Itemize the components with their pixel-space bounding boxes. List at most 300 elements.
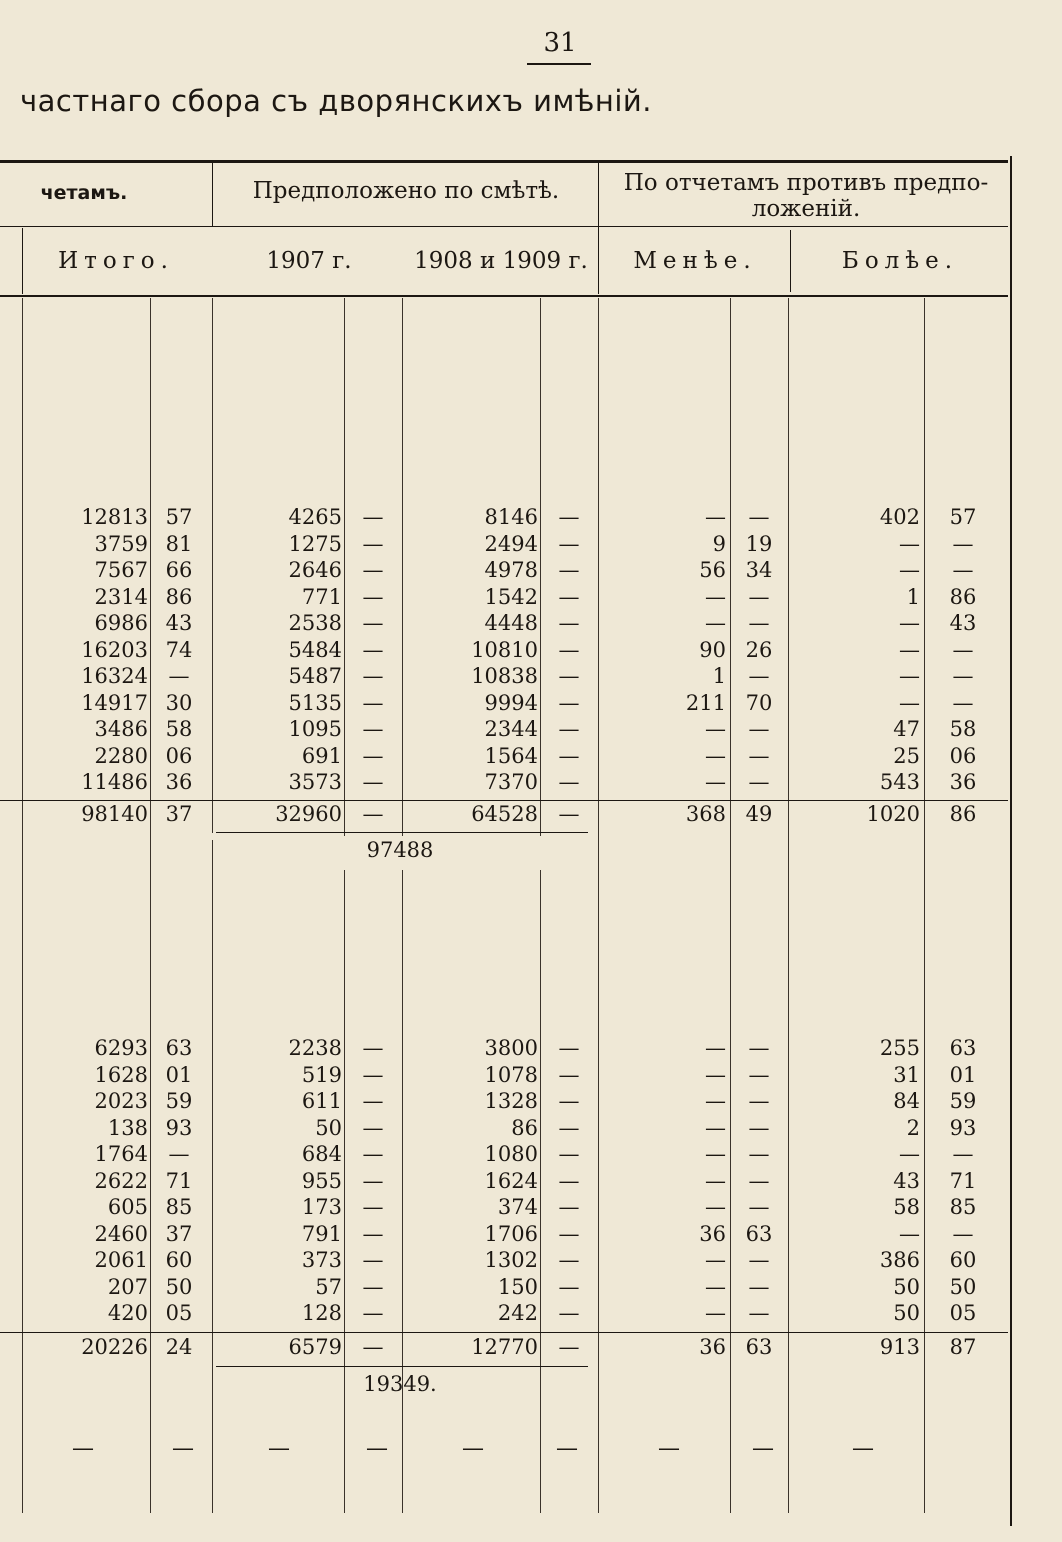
cell-bol-k: 60 [949,1248,977,1272]
table-row [0,637,1008,664]
section-2-combined-rule [216,1366,588,1367]
table-row [0,610,1008,637]
cell-men-k: 70 [745,690,773,715]
cell-y1907-k: — [362,690,384,715]
section-2-combined: 19349. [363,1372,437,1396]
cell-men-k: — [748,584,770,609]
section-1-total [0,801,1008,828]
cell-men-k: 19 [745,531,773,556]
cell-men-k: — [748,1089,770,1113]
page-number-underline [527,63,591,65]
cell-y1908-k: — [558,1221,580,1246]
cell-y1908-k: — [558,1335,580,1359]
cell-men-k: 34 [745,558,773,582]
cell-y1908: 374 [497,1195,538,1219]
cell-itogo-k: 85 [165,1195,193,1219]
cell-itogo-k: 30 [165,690,193,715]
cell-men-k: — [748,1248,770,1272]
cell-y1908-k: — [558,531,580,556]
cell-itogo-r: 2280 [94,743,148,768]
cell-itogo-k: 24 [165,1335,193,1359]
cell-y1908: 1080 [484,1142,538,1166]
cell-y1907-k: — [362,1062,384,1087]
cell-bol-r: — [899,690,920,715]
cell-y1908-k: — [558,1301,580,1325]
cell-y1908: 150 [497,1274,538,1299]
cell-y1908: 1564 [484,743,538,768]
cell-men-k: — [748,1142,770,1166]
table-row [0,769,1008,796]
cell-itogo-r: 6293 [94,1036,148,1060]
section-2-total-rule [0,1332,1008,1333]
cell-men-k: — [748,1062,770,1087]
section-1-combined-rule [216,832,588,833]
cell-bol-k: 87 [949,1335,977,1359]
cell-men-k: — [748,717,770,741]
cell-y1907-k: — [362,802,384,826]
cell-bol-k: 59 [949,1089,977,1113]
cell-bol-k: — [952,690,974,715]
cell-y1908-k: — [558,1062,580,1087]
cell-y1907: 50 [315,1115,342,1140]
cell-y1907: 128 [301,1301,342,1325]
cell-itogo-k: 43 [165,611,193,635]
cell-y1908: 12770 [471,1335,538,1359]
cell-y1908-k: — [558,1195,580,1219]
cell-y1907-k: — [362,717,384,741]
header-mid-rule [0,226,1008,227]
cell-y1908: 4448 [484,611,538,635]
cell-bol-r: 50 [893,1274,920,1299]
cell-itogo-r: 11486 [81,770,148,794]
cell-y1908: 1302 [484,1248,538,1272]
cell-itogo-r: 7567 [94,558,148,582]
cell-bol-k: — [952,1221,974,1246]
cell-bol-r: 50 [893,1301,920,1325]
cell-bol-r: 1 [906,584,920,609]
cell-y1907: 2238 [288,1036,342,1060]
cell-men-r: — [705,1248,726,1272]
cell-y1907-k: — [362,1036,384,1060]
cell-men-r: — [705,1301,726,1325]
cell-y1908-k: — [558,505,580,529]
cell-men-k: — [748,1036,770,1060]
section-1-rows [0,504,1008,796]
cell-y1908: 10810 [471,637,538,662]
cell-men-r: 56 [699,558,726,582]
cell-bol-r: 31 [893,1062,920,1087]
cell-itogo-r: 2460 [94,1221,148,1246]
cell-y1907: 32960 [275,802,342,826]
right-border [1010,156,1012,1526]
cell-men-r: — [705,1036,726,1060]
cell-y1907-k: — [362,637,384,662]
bottom-dash: — [366,1436,388,1461]
section-2-total [0,1334,1008,1361]
cell-bol-r: 25 [893,743,920,768]
cell-men-k: — [748,664,770,688]
cell-bol-r: — [899,558,920,582]
cell-men-r: — [705,584,726,609]
cell-y1907-k: — [362,611,384,635]
cell-itogo-r: 2061 [94,1248,148,1272]
cell-y1908: 10838 [471,664,538,688]
cell-itogo-k: 01 [165,1062,193,1087]
cell-men-k: — [748,1195,770,1219]
cell-y1907: 1095 [288,717,342,741]
cell-itogo-k: 37 [165,802,193,826]
cell-itogo-r: 605 [107,1195,148,1219]
table-row [0,1334,1008,1361]
cell-y1908-k: — [558,584,580,609]
cell-y1908-k: — [558,1274,580,1299]
cell-y1908: 1078 [484,1062,538,1087]
cell-bol-r: 255 [879,1036,920,1060]
table-row [0,531,1008,558]
cell-itogo-r: 138 [107,1115,148,1140]
cell-itogo-k: 05 [165,1301,193,1325]
cell-bol-k: 06 [949,743,977,768]
cell-y1908-k: — [558,637,580,662]
cell-itogo-r: 16203 [81,637,148,662]
cell-itogo-r: 3759 [94,531,148,556]
cell-men-k: — [748,1168,770,1193]
cell-bol-r: — [899,1221,920,1246]
table-row [0,557,1008,584]
cell-y1908-k: — [558,664,580,688]
cell-itogo-k: 60 [165,1248,193,1272]
header-bottom-rule [0,295,1008,297]
col-rule-itogo-kop [150,298,151,1513]
cell-men-r: — [705,1142,726,1166]
cell-y1908-k: — [558,1089,580,1113]
cell-y1907-k: — [362,1195,384,1219]
cell-itogo-k: 71 [165,1168,193,1193]
cell-y1908-k: — [558,770,580,794]
cell-itogo-k: 37 [165,1221,193,1246]
cell-y1908-k: — [558,1248,580,1272]
header-divider-1 [212,162,213,226]
header-top-rule [0,160,1008,163]
cell-y1907-k: — [362,531,384,556]
cell-bol-r: — [899,637,920,662]
cell-itogo-r: 16324 [81,664,148,688]
cell-y1908: 242 [497,1301,538,1325]
cell-itogo-r: 20226 [81,1335,148,1359]
cell-bol-r: — [899,531,920,556]
cell-men-r: 9 [712,531,726,556]
page-number: 31 [543,28,577,58]
table-row [0,1274,1008,1301]
cell-y1907-k: — [362,770,384,794]
cell-y1908: 3800 [484,1036,538,1060]
cell-bol-k: 86 [949,802,977,826]
table-row [0,716,1008,743]
cell-itogo-k: 81 [165,531,193,556]
cell-y1907: 771 [301,584,342,609]
cell-y1908: 9994 [484,690,538,715]
cell-itogo-k: — [168,1142,190,1166]
cell-bol-r: 1020 [866,802,920,826]
cell-men-r: — [705,1062,726,1087]
cell-itogo-k: 74 [165,637,193,662]
cell-men-r: — [705,770,726,794]
bottom-dash: — [72,1436,94,1461]
cell-y1907: 691 [301,743,342,768]
cell-y1908: 2494 [484,531,538,556]
cell-men-r: 36 [699,1335,726,1359]
cell-bol-k: — [952,558,974,582]
cell-men-r: 368 [685,802,726,826]
cell-y1908-k: — [558,743,580,768]
cell-bol-k: 85 [949,1195,977,1219]
bottom-dash: — [268,1436,290,1461]
section-1-combined: 97488 [366,838,434,862]
cell-y1907-k: — [362,505,384,529]
cell-y1907-k: — [362,1115,384,1140]
header-divider-3 [790,230,791,292]
cell-itogo-r: 6986 [94,611,148,635]
cell-bol-k: 01 [949,1062,977,1087]
cell-y1907: 6579 [288,1335,342,1359]
cell-men-k: — [748,770,770,794]
cell-bol-k: — [952,637,974,662]
cell-y1908-k: — [558,558,580,582]
cell-y1907-k: — [362,743,384,768]
cell-men-k: — [748,611,770,635]
header-predpolozheno: Предположено по смѣтѣ. [252,178,560,204]
cell-y1908: 64528 [471,802,538,826]
cell-itogo-r: 2023 [94,1089,148,1113]
col-rule-menee-left [598,298,599,1513]
cell-bol-r: — [899,611,920,635]
header-divider-2 [598,162,599,294]
cell-itogo-r: 2622 [94,1168,148,1193]
cell-y1907: 5135 [288,690,342,715]
cell-y1908-k: — [558,1142,580,1166]
cell-y1908: 1706 [484,1221,538,1246]
bottom-dash: — [752,1436,774,1461]
cell-y1907: 3573 [288,770,342,794]
table-row [0,801,1008,828]
col-rule-bolee-left [788,298,789,1513]
cell-y1907-k: — [362,1274,384,1299]
table-row [0,1035,1008,1062]
cell-bol-r: — [899,664,920,688]
table-row [0,1088,1008,1115]
table-row [0,1062,1008,1089]
table-row [0,1168,1008,1195]
cell-bol-k: 86 [949,584,977,609]
cell-men-r: — [705,1195,726,1219]
table-row [0,584,1008,611]
cell-y1908: 2344 [484,717,538,741]
cell-y1908: 4978 [484,558,538,582]
cell-y1907-k: — [362,1089,384,1113]
cell-itogo-k: 57 [165,505,193,529]
cell-men-k: — [748,1274,770,1299]
cell-itogo-k: 63 [165,1036,193,1060]
cell-men-k: 63 [745,1335,773,1359]
cell-y1907: 2538 [288,611,342,635]
table-row [0,663,1008,690]
cell-men-k: 63 [745,1221,773,1246]
cell-men-r: — [705,505,726,529]
cell-itogo-r: 1764 [94,1142,148,1166]
cell-y1908: 86 [511,1115,538,1140]
cell-bol-r: 47 [893,717,920,741]
cell-bol-k: 71 [949,1168,977,1193]
cell-bol-r: 43 [893,1168,920,1193]
cell-itogo-k: 66 [165,558,193,582]
cell-y1907: 611 [301,1089,342,1113]
header-menee: Менѣе. [633,248,757,274]
cell-itogo-k: 36 [165,770,193,794]
cell-itogo-r: 207 [107,1274,148,1299]
cell-bol-k: 05 [949,1301,977,1325]
bottom-dash: — [172,1436,194,1461]
cell-itogo-k: 93 [165,1115,193,1140]
cell-y1908-k: — [558,1036,580,1060]
bottom-dash: — [462,1436,484,1461]
header-itogo: Итого. [58,248,174,274]
cell-y1908: 1624 [484,1168,538,1193]
cell-bol-r: 386 [879,1248,920,1272]
cell-men-r: — [705,1089,726,1113]
bottom-dash: — [658,1436,680,1461]
header-1907: 1907 г. [266,248,352,274]
cell-men-r: — [705,611,726,635]
cell-men-r: — [705,743,726,768]
cell-men-k: 49 [745,802,773,826]
cell-bol-k: — [952,1142,974,1166]
table-row [0,504,1008,531]
table-row [0,1194,1008,1221]
cell-y1907: 519 [301,1062,342,1087]
cell-y1907-k: — [362,1335,384,1359]
cell-y1908-k: — [558,802,580,826]
cell-itogo-r: 420 [107,1301,148,1325]
cell-bol-r: 58 [893,1195,920,1219]
cell-y1907: 684 [301,1142,342,1166]
cell-y1907: 2646 [288,558,342,582]
cell-y1907: 791 [301,1221,342,1246]
col-rule-itogo-left [22,298,23,1513]
cell-men-r: — [705,1274,726,1299]
cell-bol-k: — [952,664,974,688]
cell-men-r: 90 [699,637,726,662]
header-otchetam: четамъ. [40,182,128,204]
cell-bol-k: 63 [949,1036,977,1060]
table-row [0,1115,1008,1142]
cell-itogo-r: 2314 [94,584,148,609]
cell-y1907-k: — [362,1168,384,1193]
bottom-dash: — [556,1436,578,1461]
cell-bol-k: 57 [949,505,977,529]
cell-y1907: 373 [301,1248,342,1272]
table-row [0,743,1008,770]
cell-bol-r: 402 [879,505,920,529]
cell-bol-k: — [952,531,974,556]
cell-bol-r: 84 [893,1089,920,1113]
cell-men-k: — [748,505,770,529]
cell-bol-r: 2 [906,1115,920,1140]
cell-y1908-k: — [558,611,580,635]
cell-men-r: — [705,1115,726,1140]
header-divider-left [22,228,23,294]
cell-bol-k: 43 [949,611,977,635]
cell-y1907: 5484 [288,637,342,662]
cell-bol-k: 58 [949,717,977,741]
cell-y1907-k: — [362,1301,384,1325]
cell-bol-r: 543 [879,770,920,794]
cell-y1908-k: — [558,717,580,741]
table-row [0,1221,1008,1248]
cell-y1908: 1328 [484,1089,538,1113]
table-row [0,690,1008,717]
cell-men-k: — [748,743,770,768]
cell-y1907-k: — [362,1221,384,1246]
cell-itogo-r: 3486 [94,717,148,741]
cell-y1907-k: — [362,558,384,582]
cell-men-k: 26 [745,637,773,662]
col-rule-bolee-kop [924,298,925,1513]
cell-men-r: — [705,717,726,741]
cell-y1907: 1275 [288,531,342,556]
cell-men-r: 211 [685,690,726,715]
cell-men-r: — [705,1168,726,1193]
cell-y1907: 5487 [288,664,342,688]
table-row [0,1247,1008,1274]
cell-itogo-r: 1628 [94,1062,148,1087]
cell-men-r: 36 [699,1221,726,1246]
cell-y1908-k: — [558,690,580,715]
cell-y1908-k: — [558,1168,580,1193]
section-2-rows [0,1035,1008,1327]
cell-y1908: 7370 [484,770,538,794]
header-po-otchetam-line2: ложеній. [751,196,861,222]
header-po-otchetam-line1: По отчетамъ противъ предпо- [623,170,989,196]
cell-y1908: 1542 [484,584,538,609]
cell-y1907: 173 [301,1195,342,1219]
cell-men-k: — [748,1301,770,1325]
cell-men-r: 1 [712,664,726,688]
cell-men-k: — [748,1115,770,1140]
cell-itogo-k: 86 [165,584,193,609]
header-1908-1909: 1908 и 1909 г. [414,248,588,274]
cell-itogo-k: 06 [165,743,193,768]
cell-y1907-k: — [362,664,384,688]
cell-y1907-k: — [362,1142,384,1166]
cell-bol-r: — [899,1142,920,1166]
cell-y1908: 8146 [484,505,538,529]
table-row [0,1141,1008,1168]
cell-itogo-r: 12813 [81,505,148,529]
cell-y1907: 4265 [288,505,342,529]
cell-itogo-r: 14917 [81,690,148,715]
cell-y1907-k: — [362,1248,384,1272]
cell-y1907: 57 [315,1274,342,1299]
cell-bol-k: 93 [949,1115,977,1140]
cell-itogo-k: — [168,664,190,688]
table-row [0,1300,1008,1327]
cell-itogo-r: 98140 [81,802,148,826]
cell-bol-k: 50 [949,1274,977,1299]
cell-itogo-k: 50 [165,1274,193,1299]
cell-y1907-k: — [362,584,384,609]
cell-itogo-k: 58 [165,717,193,741]
cell-bol-r: 913 [879,1335,920,1359]
